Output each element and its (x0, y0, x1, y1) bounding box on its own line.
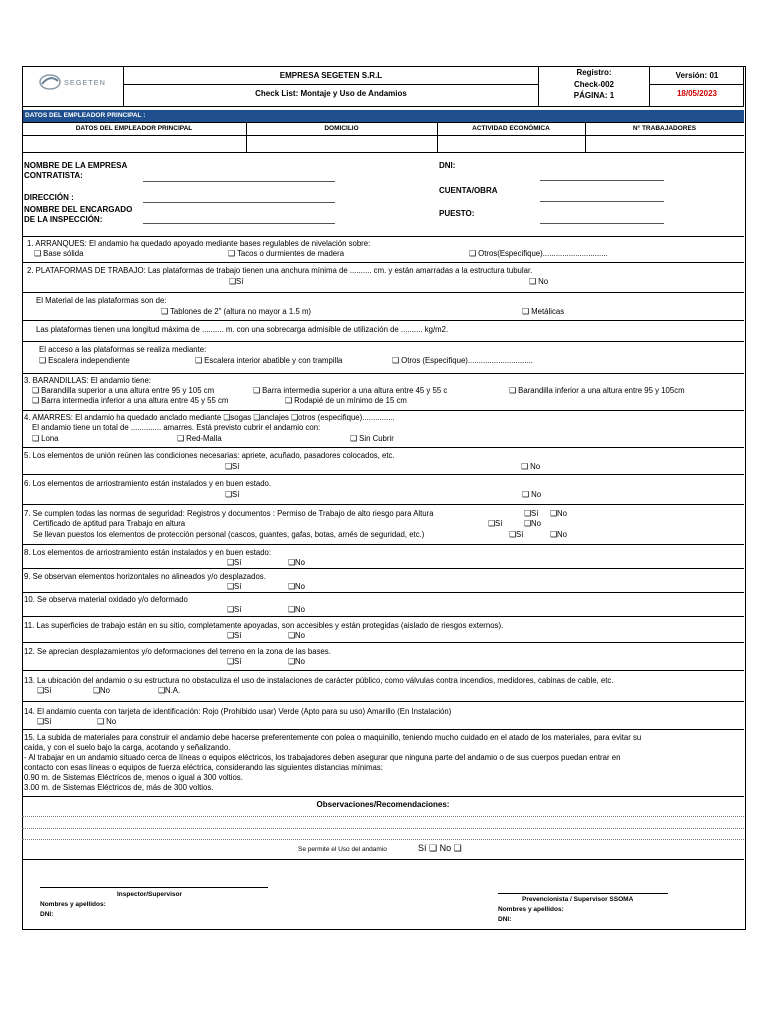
obs-line-2[interactable] (22, 828, 744, 829)
permite-uso-label: Se permite el Uso del andamio (298, 846, 387, 853)
item2-si[interactable]: ❑Sí (229, 277, 244, 286)
registro-value: Check-002 (573, 80, 615, 89)
inspector-dni-label: DNI: (40, 911, 54, 918)
item13-na[interactable]: ❑N.A. (158, 686, 181, 695)
base-solida-checkbox[interactable]: ❑ Base sólida (34, 249, 84, 258)
lona-checkbox[interactable]: ❑ Lona (32, 434, 59, 443)
contractor-name-field[interactable] (143, 181, 335, 182)
ssoma-title: Prevencionista / Supervisor SSOMA (522, 896, 634, 903)
barandilla-sup-checkbox[interactable]: ❑ Barandilla superior a una altura entre 95 y 105 cm (32, 386, 215, 395)
item6-si[interactable]: ❑Sí (225, 490, 240, 499)
item-10: 10. Se observa material oxidado y/o deformado ❑Sí ❑No (22, 592, 744, 593)
item9-si[interactable]: ❑Sí (227, 582, 242, 591)
inspector-title: Inspector/Supervisor (117, 891, 183, 898)
puesto-label: PUESTO: (439, 209, 475, 218)
item-6: 6. Los elementos de arriostramiento están instalados y en buen estado. ❑Sí ❑ No (22, 474, 744, 475)
contractor-name-label: NOMBRE DE LA EMPRESA CONTRATISTA: (24, 161, 128, 180)
inspector-name-field[interactable] (143, 223, 335, 224)
puesto-field[interactable] (540, 223, 664, 224)
item-14: 14. El andamio cuenta con tarjeta de identificación: Rojo (Prohibido usar) Verde (Apto para su uso) Amarillo (En Instalación) ❑Sí ❑ No (22, 701, 744, 702)
item-4: 4. AMARRES: El andamio ha quedado anclado mediante ❑sogas ❑anclajes ❑otros (especifique)............... El andamio tiene un total de .............. amarres. Está previsto cubrir el andamio con: ❑ Lona ❑ Red-Malla ❑ Sin Cubrir (22, 410, 744, 411)
tablones-checkbox[interactable]: ❑ Tablones de 2" (altura no mayor a 1.5 m) (161, 307, 312, 316)
observaciones-section: Observaciones/Recomendaciones: (22, 796, 744, 797)
inspector-names-label: Nombres y apellidos: (40, 901, 106, 908)
barandilla-inf-checkbox[interactable]: ❑ Barandilla inferior a una altura entre 95 y 105cm (509, 386, 685, 395)
item-2d: El acceso a las plataformas se realiza mediante: ❑ Escalera independiente ❑ Escalera interior abatible y con trampilla ❑ Otros (Especifique).............................. (22, 341, 744, 342)
cuenta-field[interactable] (540, 201, 664, 202)
item-2b: El Material de las plataformas son de: ❑ Tablones de 2" (altura no mayor a 1.5 m) ❑ Metálicas (22, 292, 744, 293)
company-name: EMPRESA SEGETEN S.R.L (279, 71, 383, 80)
dni-field[interactable] (540, 180, 664, 181)
cuenta-label: CUENTA/OBRA (439, 186, 498, 195)
version: Versión: 01 (675, 71, 719, 80)
logo-text: SEGETEN (64, 78, 106, 87)
col-trabajadores: N° TRABAJADORES (632, 125, 697, 132)
address-field[interactable] (143, 202, 335, 203)
col-actividad: ACTIVIDAD ECONÓMICA (472, 125, 550, 132)
ssoma-signature-line[interactable] (498, 893, 668, 894)
item5-no[interactable]: ❑ No (521, 462, 541, 471)
item8-no[interactable]: ❑No (288, 558, 305, 567)
tacos-checkbox[interactable]: ❑ Tacos o durmientes de madera (228, 249, 345, 258)
escalera-indep-checkbox[interactable]: ❑ Escalera independiente (39, 356, 130, 365)
item10-si[interactable]: ❑Sí (227, 605, 242, 614)
address-label: DIRECCIÓN : (24, 193, 74, 202)
form-title: Check List: Montaje y Uso de Andamios (255, 89, 407, 98)
item7a-si[interactable]: ❑Sí (524, 509, 539, 518)
col-domicilio: DOMICILIO (324, 125, 359, 132)
item5-si[interactable]: ❑Sí (225, 462, 240, 471)
item-2c: Las plataformas tienen una longitud máxima de .......... m. con una sobrecarga admisible de utilización de .......... kg/m2. (22, 320, 744, 321)
item13-no[interactable]: ❑No (93, 686, 110, 695)
segeten-logo-icon (38, 72, 62, 92)
item10-no[interactable]: ❑No (288, 605, 305, 614)
otros-acceso-checkbox[interactable]: ❑ Otros (Especifique).............................. (392, 356, 533, 365)
item13-si[interactable]: ❑Sí (37, 686, 52, 695)
item-8: 8. Los elementos de arriostramiento están instalados y en buen estado: ❑Sí ❑No (22, 544, 744, 545)
red-malla-checkbox[interactable]: ❑ Red-Malla (177, 434, 222, 443)
item14-no[interactable]: ❑ No (97, 717, 117, 726)
item12-si[interactable]: ❑Sí (227, 657, 242, 666)
otros-checkbox[interactable]: ❑ Otros(Especifique).............................. (469, 249, 608, 258)
item7a-no[interactable]: ❑No (550, 509, 567, 518)
ssoma-names-label: Nombres y apellidos: (498, 906, 564, 913)
ssoma-dni-label: DNI: (498, 916, 512, 923)
item12-no[interactable]: ❑No (288, 657, 305, 666)
obs-line-1[interactable] (22, 816, 744, 817)
page-number: PÁGINA: 1 (573, 91, 615, 100)
rodapie-checkbox[interactable]: ❑ Rodapié de un mínimo de 15 cm (285, 396, 407, 405)
permite-uso-options[interactable]: Sí ❑ No ❑ (418, 843, 462, 853)
item11-no[interactable]: ❑No (288, 631, 305, 640)
metalicas-checkbox[interactable]: ❑ Metálicas (522, 307, 565, 316)
item9-no[interactable]: ❑No (288, 582, 305, 591)
inspector-name-label: NOMBRE DEL ENCARGADO DE LA INSPECCIÓN: (24, 205, 133, 224)
item-12: 12. Se aprecian desplazamientos y/o deformaciones del terreno en la zona de las bases. ❑Sí ❑No (22, 642, 744, 643)
item-13: 13. La ubicación del andamio o su estructura no obstaculiza el uso de instalaciones de carácter público, como válvulas contra incendios, medidores, cabinas de cable, etc. ❑Sí ❑No ❑N.A. (22, 670, 744, 671)
dni-label: DNI: (439, 161, 456, 170)
item-11: 11. Las superficies de trabajo están en su sitio, completamente apoyadas, son accesibles y están protegidas (aislado de riesgos externos). ❑Sí ❑No (22, 616, 744, 617)
item7b-no[interactable]: ❑No (524, 519, 541, 528)
item2-no[interactable]: ❑ No (529, 277, 549, 286)
item-7: 7. Se cumplen todas las normas de seguridad: Registros y documentos : Permiso de Trabajo de alto riesgo para Altura ❑Sí ❑No Certificado de aptitud para Trabajo en altura ❑Sí ❑No Se llevan puestos los elementos de protección personal (cascos, guantes, gafas, botas, arnés de seguridad, etc.) ❑Sí ❑No (22, 504, 744, 505)
item8-si[interactable]: ❑Sí (227, 558, 242, 567)
item-9: 9. Se observan elementos horizontales no alineados y/o desplazados. ❑Sí ❑No (22, 568, 744, 569)
item14-si[interactable]: ❑Sí (37, 717, 52, 726)
item6-no[interactable]: ❑ No (522, 490, 542, 499)
sin-cubrir-checkbox[interactable]: ❑ Sin Cubrir (350, 434, 394, 443)
item7b-si[interactable]: ❑Sí (488, 519, 503, 528)
obs-line-3[interactable] (22, 839, 744, 840)
escalera-interior-checkbox[interactable]: ❑ Escalera interior abatible y con trampilla (195, 356, 343, 365)
section-bar: DATOS DEL EMPLEADOR PRINCIPAL : (23, 110, 744, 122)
signature-section (22, 859, 744, 860)
col-empleador: DATOS DEL EMPLEADOR PRINCIPAL (75, 125, 193, 132)
item-15: 15. La subida de materiales para construir el andamio debe hacerse preferentemente con polea o maquinillo, teniendo mucho cuidado en el atado de los materiales, para evitar su caída, y con el suelo bajo la carga, acotando y señalizando. - Al trabajar en un andamio situado cerca de líneas o equipos eléctricos, los trabajadores deben asegurar que ninguna parte del andamio o de sus cuerpos puedan entrar en contacto con esas líneas o equipos de fuerza eléctrica, considerando las siguientes distancias mínimas: 0.90 m. de Sistemas Eléctricos de, menos o igual a 300 voltios. 3.00 m. de Sistemas Eléctricos de, más de 300 voltios. (22, 729, 744, 730)
item11-si[interactable]: ❑Sí (227, 631, 242, 640)
barra-int-sup-checkbox[interactable]: ❑ Barra intermedia superior a una altura entre 45 y 55 c (253, 386, 448, 395)
barra-int-inf-checkbox[interactable]: ❑ Barra intermedia inferior a una altura entre 45 y 55 cm (32, 396, 229, 405)
revision-date: 18/05/2023 (676, 89, 718, 98)
item-5: 5. Los elementos de unión reúnen las condiciones necesarias: apriete, acuñado, pasadores colocados, etc. ❑Sí ❑ No (22, 447, 744, 448)
item-2: 2. PLATAFORMAS DE TRABAJO: Las plataformas de trabajo tienen una anchura mínima de .......... cm. y están amarradas a la estructura tubular. ❑Sí ❑ No (22, 262, 744, 263)
inspector-signature-line[interactable] (40, 887, 268, 888)
item-1: 1. ARRANQUES: El andamio ha quedado apoyado mediante bases regulables de nivelación sobre: ❑ Base sólida ❑ Tacos o durmientes de madera ❑ Otros(Especifique).............................. (22, 236, 744, 237)
item7c-si[interactable]: ❑Sí (509, 530, 524, 539)
registro-label: Registro: (576, 68, 612, 77)
item-3: 3. BARANDILLAS: El andamio tiene: ❑ Barandilla superior a una altura entre 95 y 105 cm ❑ Barra intermedia superior a una altura entre 45 y 55 c ❑ Barandilla inferior a una altura entre 95 y 105cm ❑ Barra intermedia inferior a una altura entre 45 y 55 cm ❑ Rodapié de un mínimo de 15 cm (22, 373, 744, 374)
item7c-no[interactable]: ❑No (550, 530, 567, 539)
